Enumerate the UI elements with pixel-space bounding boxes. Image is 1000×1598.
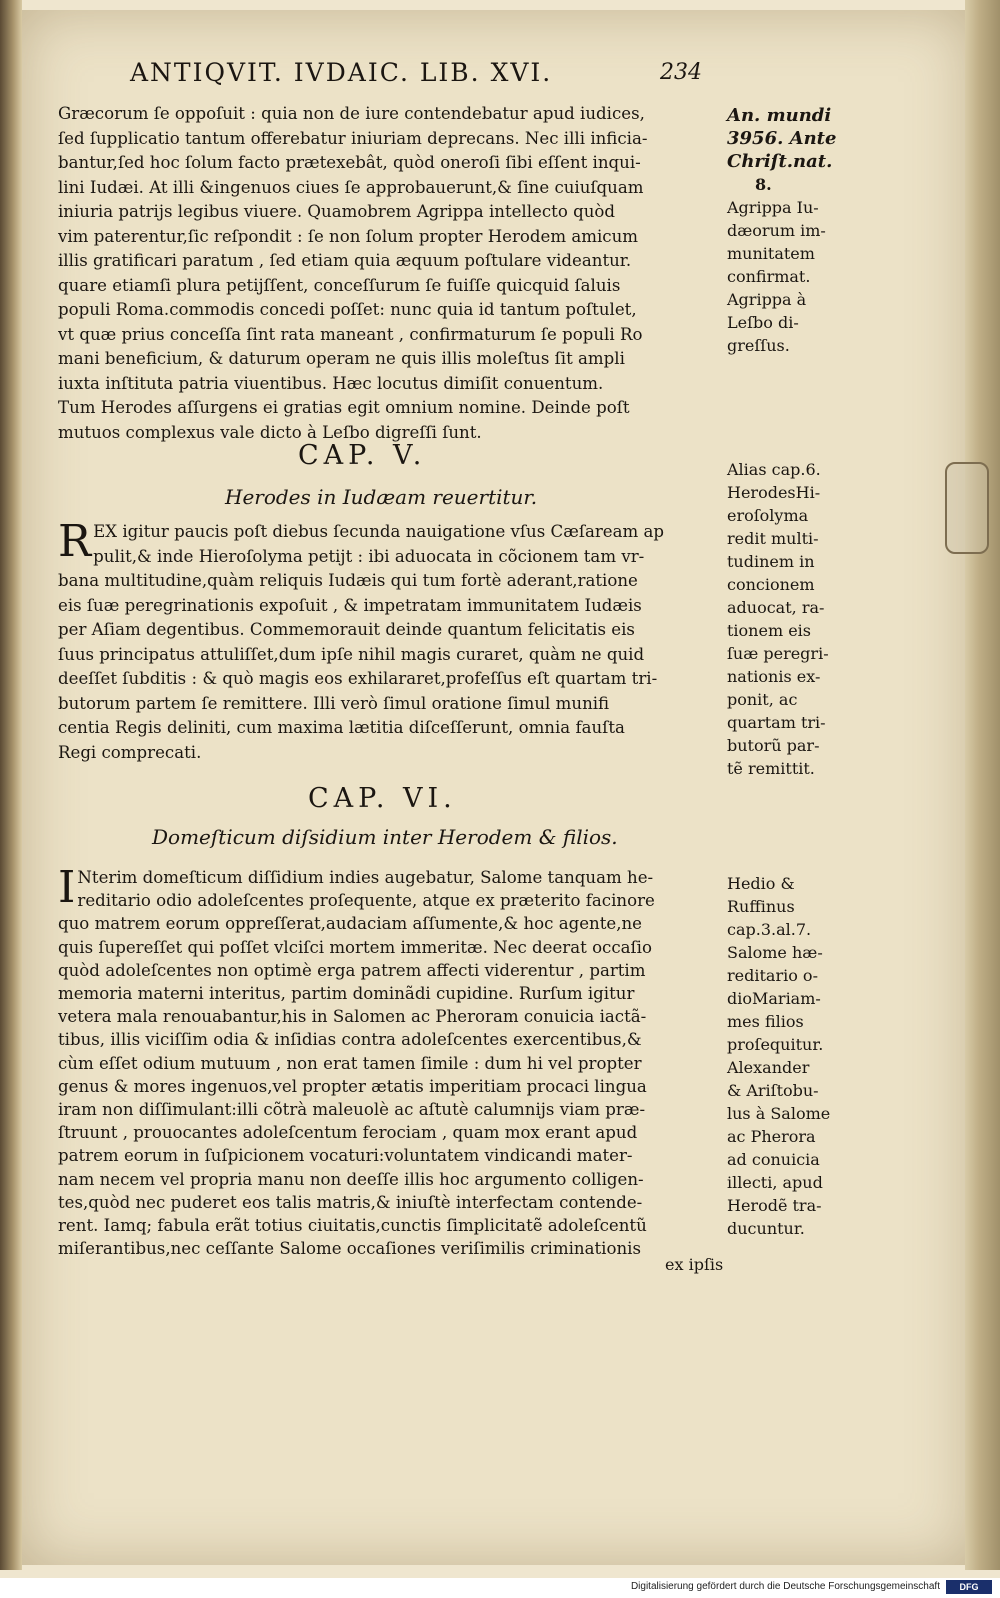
text-line: tes,quòd nec puderet eos talis matris,& iniuſtè interfectam contende- (58, 1192, 643, 1212)
margin-line: 8. (755, 175, 772, 194)
margin-line: greſſus. (727, 336, 790, 355)
margin-line: eroſolyma (727, 506, 809, 525)
margin-line: ponit, ac (727, 690, 798, 709)
text-line: miſerantibus,nec ceſſante Salome occaſiones veriſimilis criminationis (58, 1239, 641, 1259)
margin-line: tẽ remittit. (727, 759, 815, 778)
chapter-subtitle-6: Domeſticum diſsidium inter Herodem & filios. (152, 825, 618, 849)
text-line: butorum partem ſe remittere. Illi verò ſimul oratione ſimul munifi (58, 693, 610, 713)
text-line: ſuus principatus attuliſſet,dum ipſe nihil magis curaret, quàm ne quid (58, 644, 645, 664)
text-line: tibus, illis viciſſim odia & inſidias contra adoleſcentes exercentibus,& (58, 1030, 642, 1050)
margin-line: tudinem in (727, 552, 815, 571)
text-line: lini Iudæi. At illi &ingenuos ciues ſe approbauerunt,& ſine cuiuſquam (58, 177, 644, 197)
text-line: centia Regis deliniti, cum maxima lætitia diſceſſerunt, omnia fauſta (58, 718, 625, 737)
margin-line: butorũ par- (727, 736, 820, 755)
margin-line: confirmat. (727, 267, 811, 286)
margin-line: Hedio & (727, 874, 795, 893)
margin-line: cap.3.al.7. (727, 920, 812, 939)
text-line: genus & mores ingenuos,vel propter ætatis imperitiam procaci lingua (58, 1076, 647, 1096)
margin-line: redit multi- (727, 529, 819, 548)
margin-line: Agrippa à (727, 290, 807, 309)
text-line: vim paterentur,ſic reſpondit : ſe non ſolum propter Herodem amicum (58, 226, 639, 246)
text-line: populi Roma.commodis concedi poſſet: nunc quia id tantum poſtulet, (58, 300, 637, 319)
margin-note-cap5 (727, 458, 852, 780)
margin-line: Ruffinus (727, 897, 795, 916)
text-line: nam necem vel propria manu non deeſſe illis hoc argumento colligen- (58, 1169, 644, 1189)
margin-line: ducuntur. (727, 1219, 805, 1238)
margin-line: dæorum im- (727, 221, 826, 240)
text-line: illis gratificari paratum , ſed etiam quia æquum poſtulare videantur. (58, 251, 632, 270)
margin-line: ad conuicia (727, 1150, 820, 1169)
text-line: bantur,ſed hoc ſolum facto prætexebât, quòd oneroſi ſibi eſſent inqui- (58, 153, 641, 172)
margin-line: proſequitur. (727, 1035, 824, 1054)
initial-letter: R (58, 516, 92, 567)
text-line: eis ſuæ peregrinationis expoſuit , & impetratam immunitatem Iudæis (58, 595, 642, 615)
chapter-heading-5: CAP. V. (298, 440, 427, 471)
margin-line: & Ariſtobu- (727, 1081, 819, 1100)
margin-line: quartam tri- (727, 713, 826, 732)
margin-line: ſuæ peregri- (727, 644, 829, 663)
text-line: quare etiamſi plura petijſſent, conceſſurum ſe fuiſſe quicquid ſaluis (58, 275, 621, 295)
margin-note-cap6 (727, 872, 852, 1240)
text-block-cap5 (58, 516, 718, 765)
text-line: EX igitur paucis poſt diebus ſecunda nauigatione vſus Cæſaream ap (93, 522, 665, 541)
margin-line: munitatem (727, 244, 815, 263)
initial-letter: I (58, 862, 76, 913)
text-block-cap6 (58, 862, 718, 1260)
text-line: iniuria patrijs legibus viuere. Quamobrem Agrippa intellecto quòd (58, 202, 616, 221)
text-line: iram non diſſimulant:illi cõtrà maleuolè ac aſtutè calumnijs viam præ- (58, 1100, 646, 1120)
margin-line: reditario o- (727, 966, 818, 985)
margin-line: HerodesHi- (727, 483, 821, 502)
text-line: quis ſupereſſet qui poſſet vlciſci mortem immeritæ. Nec deerat occaſio (58, 937, 652, 957)
book-spine (0, 0, 22, 1570)
text-line: Nterim domeſticum diſſidium indies augebatur, Salome tanquam he- (77, 868, 654, 887)
digitization-footer (0, 1578, 1000, 1598)
catchword: ex ipſis (665, 1255, 724, 1274)
margin-line: Alias cap.6. (727, 460, 821, 479)
chapter-heading-6: CAP. VI. (308, 783, 457, 814)
text-line: vt quæ prius conceſſa ſint rata maneant , confirmaturum ſe populi Ro (58, 324, 643, 344)
text-line: iuxta inſtituta patria viuentibus. Hæc locutus dimiſit conuentum. (58, 373, 604, 393)
margin-line: dioMariam- (727, 989, 821, 1008)
page-edges (965, 0, 1000, 1570)
running-header: ANTIQVIT. IVDAIC. LIB. XVI. (130, 58, 553, 87)
margin-line: Chriſt.nat. (727, 151, 833, 172)
text-line: Tum Herodes aſſurgens ei gratias egit omnium nomine. Deinde poſt (58, 398, 630, 417)
margin-line: ac Pherora (727, 1127, 816, 1146)
page-tab-marker (945, 462, 989, 554)
page-number: 234 (660, 60, 702, 85)
margin-line: aduocat, ra- (727, 598, 825, 617)
margin-line: Salome hæ- (727, 943, 823, 962)
margin-line: Herodẽ tra- (727, 1196, 822, 1215)
text-line: Regi comprecati. (58, 742, 202, 762)
text-line: reditario odio adoleſcentes proſequente, atque ex præterito facinore (77, 891, 655, 911)
margin-line: illecti, apud (727, 1173, 823, 1192)
margin-line: 3956. Ante (727, 128, 837, 149)
text-line: mani beneficium, & daturum operam ne quis illis moleſtus ſit ampli (58, 349, 625, 368)
text-line: pulit,& inde Hieroſolyma petijt : ibi aduocata in cõcionem tam vr- (93, 546, 645, 566)
margin-line: Agrippa Iu- (727, 198, 819, 217)
margin-line: Alexander (727, 1058, 810, 1077)
margin-note-1 (727, 104, 852, 357)
margin-line: concionem (727, 575, 815, 594)
text-line: deeſſet ſubditis : & quò magis eos exhilararet,profeſſus eſt quartam tri- (58, 669, 658, 688)
text-line: ſtruunt , prouocantes adoleſcentum ferociam , quam mox erant apud (58, 1123, 638, 1143)
dfg-logo: DFG (946, 1580, 992, 1594)
text-line: bana multitudine,quàm reliquis Iudæis qui tum fortè aderant,ratione (58, 571, 638, 590)
text-line: cùm eſſet odium mutuum , non erat tamen ſimile : dum hi vel propter (58, 1053, 642, 1073)
text-block-1 (58, 102, 718, 445)
text-line: rent. Iamq; fabula erãt totius ciuitatis,cunctis ſimplicitatẽ adoleſcentũ (58, 1216, 647, 1236)
margin-line: lus à Salome (727, 1104, 831, 1123)
text-line: vetera mala renouabantur,his in Salomen ac Pheroram conuicia iactã- (58, 1007, 647, 1027)
text-line: ſed ſupplicatio tantum offerebatur iniuriam deprecans. Nec illi inficia- (58, 128, 648, 148)
text-line: per Aſiam degentibus. Commemorauit deinde quantum felicitatis eis (58, 620, 635, 639)
margin-line: mes filios (727, 1012, 804, 1031)
text-line: quo matrem eorum oppreſſerat,audaciam aſſumente,& hoc agente,ne (58, 914, 642, 934)
text-line: patrem eorum in ſuſpicionem vocaturi:voluntatem vindicandi mater- (58, 1146, 633, 1166)
text-line: memoria materni interitus, partim dominãdi cupidine. Rurſum igitur (58, 984, 635, 1004)
text-line: quòd adoleſcentes non optimè erga patrem affecti viderentur , partim (58, 960, 646, 980)
margin-line: tionem eis (727, 621, 812, 640)
text-line: Græcorum ſe oppoſuit : quia non de iure contendebatur apud iudices, (58, 104, 645, 123)
margin-line: Leſbo di- (727, 313, 799, 332)
margin-line: nationis ex- (727, 667, 821, 686)
chapter-subtitle-5: Herodes in Iudæam reuertitur. (225, 485, 538, 509)
footer-credit: Digitalisierung gefördert durch die Deutsche Forschungsgemeinschaft (630, 1581, 940, 1592)
text-line: mutuos complexus vale dicto à Leſbo digreſſi ſunt. (58, 422, 482, 442)
margin-line: An. mundi (727, 105, 832, 126)
